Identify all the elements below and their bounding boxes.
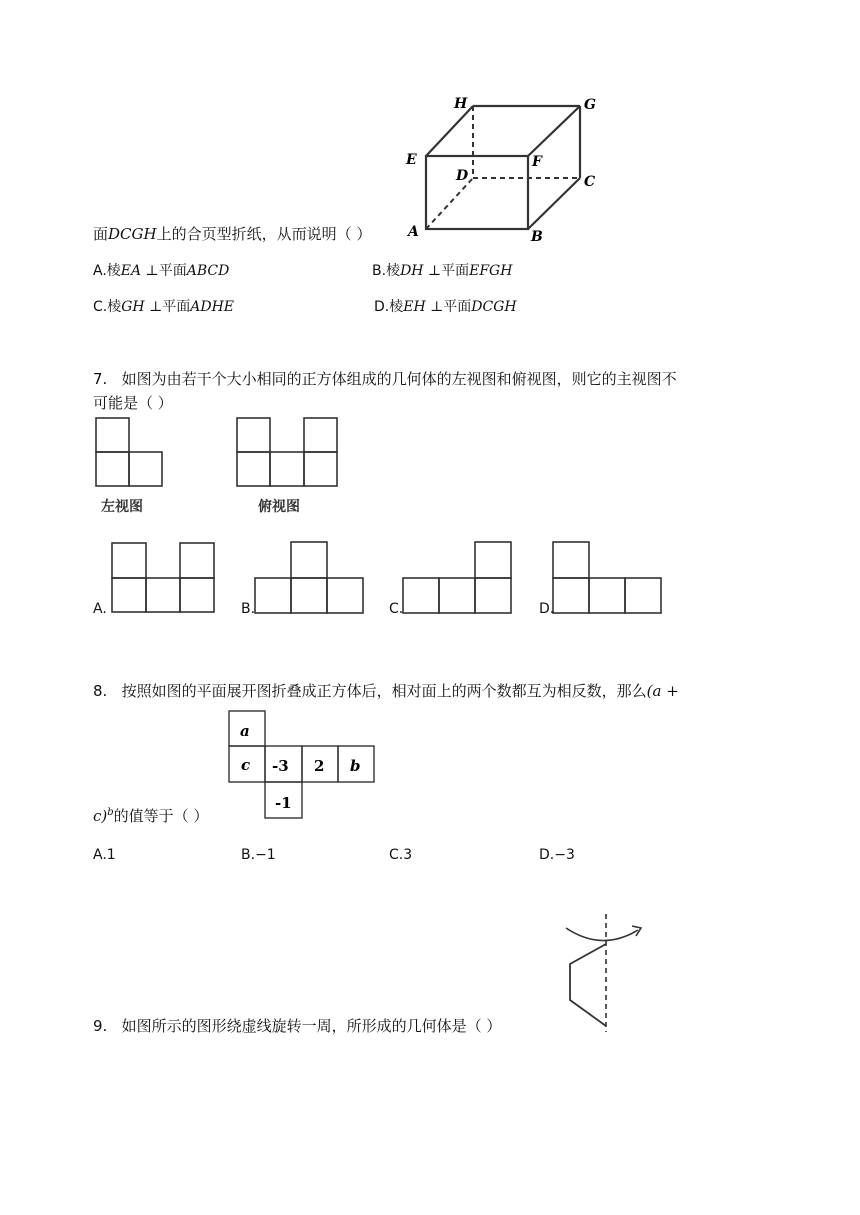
net-label-c: c [241,756,251,774]
q7-option-a-key[interactable]: A. [93,601,107,617]
q8-option-a[interactable] [93,845,116,865]
vertex-c: C [584,174,596,190]
q7-line1-text: 如图为由若干个大小相同的正方体组成的几何体的左视图和俯视图，则它的主视图不 [121,370,677,388]
option-text: 棱 [106,263,121,279]
option-value: −3 [554,847,575,863]
option-text2: 平面 [441,263,470,279]
net-label-b: b [350,757,361,775]
net-label-2: 2 [314,757,325,775]
q7-stem-line2: 可能是（ ） [93,394,173,412]
q8-line2-sup: b [107,807,114,818]
option-key: B. [372,263,387,279]
option-text: 棱 [386,263,401,279]
cube-net-figure [226,708,378,822]
option-math2: EFGH [469,263,513,279]
rotation-figure [558,912,650,1036]
option-key: C. [93,299,108,315]
q6-option-b[interactable] [372,261,512,281]
option-key: B. [241,847,256,863]
q8-option-d[interactable] [539,845,575,865]
option-key: A. [93,263,107,279]
vertex-h: H [454,96,468,112]
cube-figure [398,88,610,248]
q7-option-c-figure[interactable] [400,540,516,616]
option-key: A. [93,847,107,863]
option-math2: ADHE [190,299,235,315]
q8-line1-text: 按照如图的平面展开图折叠成正方体后，相对面上的两个数都互为相反数，那么 [121,682,647,700]
option-math: EA ⊥ [120,263,159,279]
option-key: D. [374,299,390,315]
q8-line2-math: c) [93,807,108,825]
q8-option-c[interactable] [389,845,412,865]
vertex-d: D [456,168,469,184]
top-view-caption: 俯视图 [258,499,300,515]
option-text2: 平面 [162,299,191,315]
option-text2: 平面 [158,263,187,279]
q7-option-d-key[interactable]: D. [539,601,555,617]
option-text2: 平面 [443,299,472,315]
net-label-minus1: -1 [275,794,292,812]
q8-line1-math: (a + [646,682,679,700]
option-math: EH ⊥ [403,299,444,315]
option-key: C. [389,847,404,863]
q7-option-b-figure[interactable] [252,540,368,616]
q7-option-a-figure[interactable] [108,540,220,616]
net-label-minus3: -3 [272,757,289,775]
q8-stem-line2 [93,803,208,826]
q6-option-d[interactable] [374,297,517,317]
q8-option-b[interactable] [241,845,276,865]
q9-stem [93,1016,501,1036]
option-key: D. [539,847,555,863]
q6-stem-prefix: 面 [93,225,109,243]
option-math2: ABCD [186,263,230,279]
vertex-b: B [531,229,543,245]
q8-stem-line1 [93,681,679,701]
q6-stem [93,224,371,244]
q8-number: 8. [93,682,108,700]
q7-option-d-figure[interactable] [550,540,666,616]
option-math: DH ⊥ [400,263,442,279]
q9-number: 9. [93,1017,108,1035]
left-view-figure [93,415,173,490]
q6-stem-math: DCGH [108,225,157,243]
q7-option-b-key[interactable]: B. [241,601,256,617]
option-text: 棱 [389,299,404,315]
option-value: 1 [106,847,116,863]
vertex-a: A [408,224,419,240]
q7-number: 7. [93,370,108,388]
option-value: −1 [255,847,276,863]
q7-stem-line1 [93,369,677,389]
cube-front-face [426,156,528,229]
q6-option-a[interactable] [93,261,229,281]
vertex-e: E [406,152,417,168]
option-math: GH ⊥ [121,299,163,315]
q8-line2-text: 的值等于（ ） [113,807,209,825]
top-view-figure [234,415,344,490]
q7-option-c-key[interactable]: C. [389,601,404,617]
option-text: 棱 [107,299,122,315]
net-label-a: a [240,722,250,740]
vertex-f: F [532,154,542,170]
left-view-caption: 左视图 [101,499,143,515]
q6-stem-suffix: 上的合页型折纸，从而说明（ ） [156,225,372,243]
vertex-g: G [584,97,596,113]
q9-text: 如图所示的图形绕虚线旋转一周，所形成的几何体是（ ） [121,1017,502,1035]
option-math2: DCGH [471,299,517,315]
q6-option-c[interactable] [93,297,234,317]
option-value: 3 [403,847,413,863]
